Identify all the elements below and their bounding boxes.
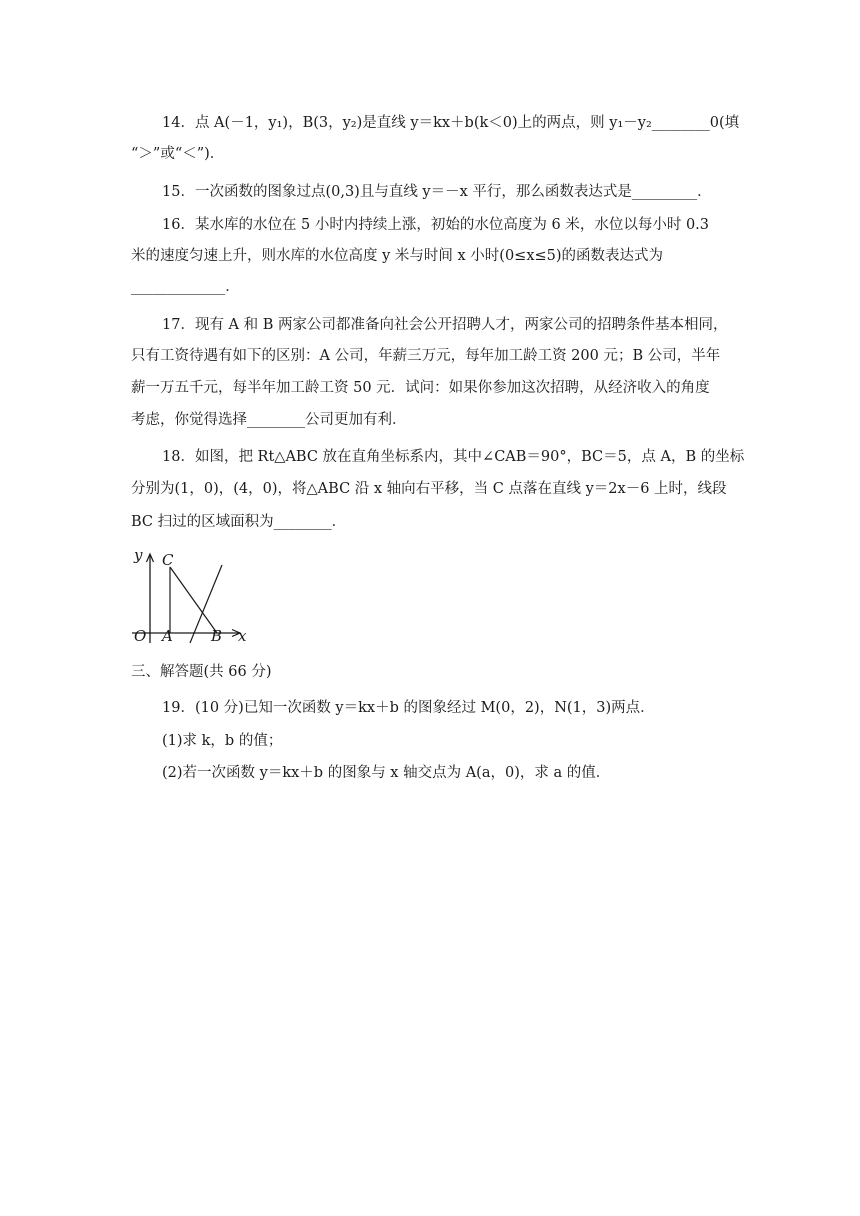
q18-coordinate-figure — [128, 543, 258, 648]
q17-line3: 薪一万五千元，每半年加工龄工资 50 元．试问：如果你参加这次招聘，从经济收入的角度 — [131, 380, 710, 396]
section3-heading: 三、解答题(共 66 分) — [131, 664, 272, 680]
q16-line2: 米的速度匀速上升，则水库的水位高度 y 米与时间 x 小时(0≤x≤5)的函数表达式为 — [131, 248, 664, 264]
q18-line1: 18．如图，把 Rt△ABC 放在直角坐标系内，其中∠CAB＝90°，BC＝5，点 A，B 的坐标 — [162, 449, 745, 465]
q16-line1: 16．某水库的水位在 5 小时内持续上涨，初始的水位高度为 6 米，水位以每小时 0.3 — [162, 217, 710, 233]
label-a: A — [162, 627, 173, 645]
q17-line2: 只有工资待遇有如下的区别：A 公司，年薪三万元，每年加工龄工资 200 元；B 公司，半年 — [131, 348, 721, 364]
q15-line1: 15．一次函数的图象过点(0,3)且与直线 y＝－x 平行，那么函数表达式是_________． — [162, 184, 712, 200]
q19-part2: (2)若一次函数 y＝kx＋b 的图象与 x 轴交点为 A(a，0)，求 a 的值． — [162, 765, 611, 781]
label-b: B — [211, 627, 223, 645]
q14-line2: “＞”或“＜”)． — [131, 146, 225, 162]
q19-part1: (1)求 k，b 的值； — [162, 733, 283, 749]
label-x: x — [238, 627, 247, 645]
q18-line2: 分别为(1，0)，(4，0)，将△ABC 沿 x 轴向右平移，当 C 点落在直线 y＝2x－6 上时，线段 — [131, 481, 727, 497]
segment-cb — [170, 567, 217, 633]
q14-line1: 14．点 A(－1，y₁)，B(3，y₂)是直线 y＝kx＋b(k＜0)上的两点，则 y₁－y₂________0(填 — [162, 115, 740, 131]
label-c: C — [162, 551, 174, 569]
label-origin: O — [134, 627, 147, 645]
q16-line3: _____________． — [131, 279, 240, 295]
label-y: y — [134, 546, 143, 564]
q17-line1: 17．现有 A 和 B 两家公司都准备向社会公开招聘人才，两家公司的招聘条件基本相同， — [162, 317, 728, 333]
q19-line1: 19．(10 分)已知一次函数 y＝kx＋b 的图象经过 M(0，2)，N(1，3)两点． — [162, 700, 655, 716]
q17-line4: 考虑，你觉得选择________公司更加有利． — [131, 412, 407, 428]
q18-line3: BC 扫过的区域面积为________． — [131, 514, 347, 530]
